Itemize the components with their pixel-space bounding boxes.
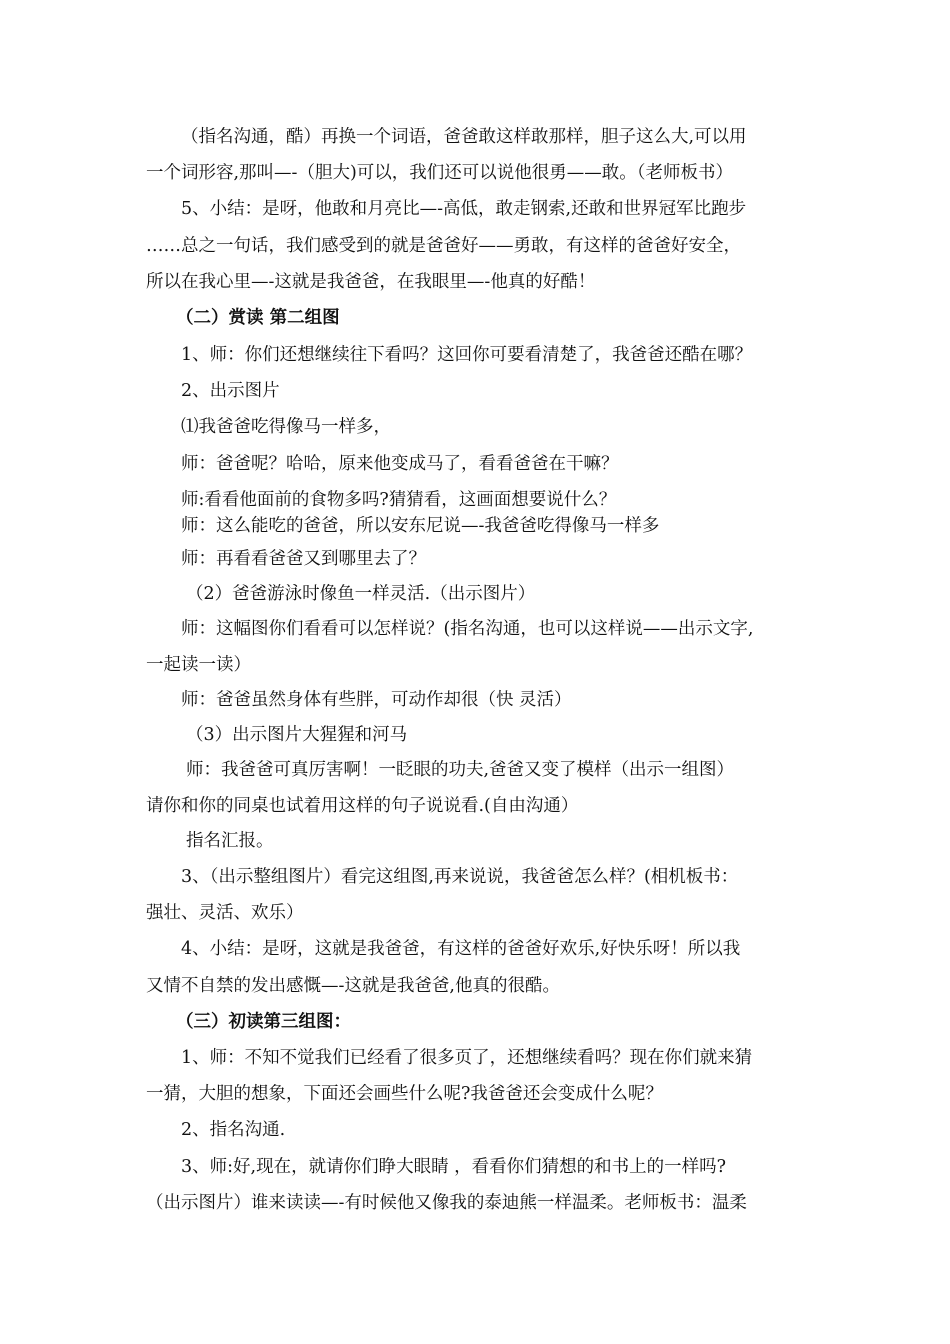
text-line: 一猜，大胆的想象，下面还会画些什么呢?我爸爸还会变成什么呢？ (146, 1084, 663, 1104)
text-line: 指名汇报。 (186, 831, 274, 851)
text-line: （出示图片）谁来读读—-有时候他又像我的泰迪熊一样温柔。老师板书：温柔 (146, 1193, 747, 1213)
text-line: 一个词形容,那叫—-（胆大)可以，我们还可以说他很勇——敢。（老师板书） (146, 163, 734, 183)
text-line: 师：这幅图你们看看可以怎样说？(指名沟通，也可以这样说——出示文字, (181, 619, 754, 639)
text-line: 又情不自禁的发出感慨—-这就是我爸爸,他真的很酷。 (146, 976, 560, 996)
text-line: 2、指名沟通. (181, 1120, 286, 1140)
text-line: 1、师：你们还想继续往下看吗？这回你可要看清楚了，我爸爸还酷在哪？ (181, 345, 753, 365)
text-line: 3、（出示整组图片）看完这组图,再来说说，我爸爸怎么样？(相机板书： (181, 867, 739, 887)
text-line: 3、师:好,现在，就请你们睁大眼睛 ，看看你们猜想的和书上的一样吗? (181, 1157, 727, 1177)
text-line: （2）爸爸游泳时像鱼一样灵活.（出示图片） (186, 584, 536, 604)
text-line: 1、师：不知不觉我们已经看了很多页了，还想继续看吗？现在你们就来猜 (181, 1048, 753, 1068)
text-line: 所以在我心里—-这就是我爸爸，在我眼里—-他真的好酷！ (146, 272, 596, 292)
text-line: 4、小结：是呀，这就是我爸爸，有这样的爸爸好欢乐,好快乐呀！所以我 (181, 939, 741, 959)
text-line: 师:看看他面前的食物多吗?猜猜看，这画面想要说什么？ (181, 490, 617, 510)
text-line: 一起读一读） (146, 655, 251, 675)
section-heading: （二）赏读 第二组图 (176, 308, 340, 328)
text-line: 2、出示图片 (181, 381, 280, 401)
text-line: 师：我爸爸可真厉害啊！一眨眼的功夫,爸爸又变了模样（出示一组图） (186, 760, 735, 780)
text-line: 师：再看看爸爸又到哪里去了？ (181, 549, 426, 569)
text-line: 师：这么能吃的爸爸，所以安东尼说—-我爸爸吃得像马一样多 (181, 516, 660, 536)
text-line: 强壮、灵活、欢乐） (146, 903, 304, 923)
text-line: ⑴我爸爸吃得像马一样多， (181, 417, 391, 437)
text-line: 请你和你的同桌也试着用这样的句子说说看.(自由沟通） (146, 796, 579, 816)
section-heading: （三）初读第三组图： (176, 1012, 351, 1032)
text-line: 师：爸爸虽然身体有些胖，可动作却很（快 灵活） (181, 690, 572, 710)
text-line: （3）出示图片大猩猩和河马 (186, 725, 408, 745)
text-line: 5、小结：是呀，他敢和月亮比—-高低，敢走钢索,还敢和世界冠军比跑步 (181, 199, 747, 219)
text-line: 师：爸爸呢？哈哈，原来他变成马了，看看爸爸在干嘛？ (181, 454, 619, 474)
text-line: （指名沟通，酷）再换一个词语，爸爸敢这样敢那样，胆子这么大,可以用 (181, 127, 747, 147)
text-line: ……总之一句话，我们感受到的就是爸爸好——勇敢，有这样的爸爸好安全， (146, 236, 741, 256)
